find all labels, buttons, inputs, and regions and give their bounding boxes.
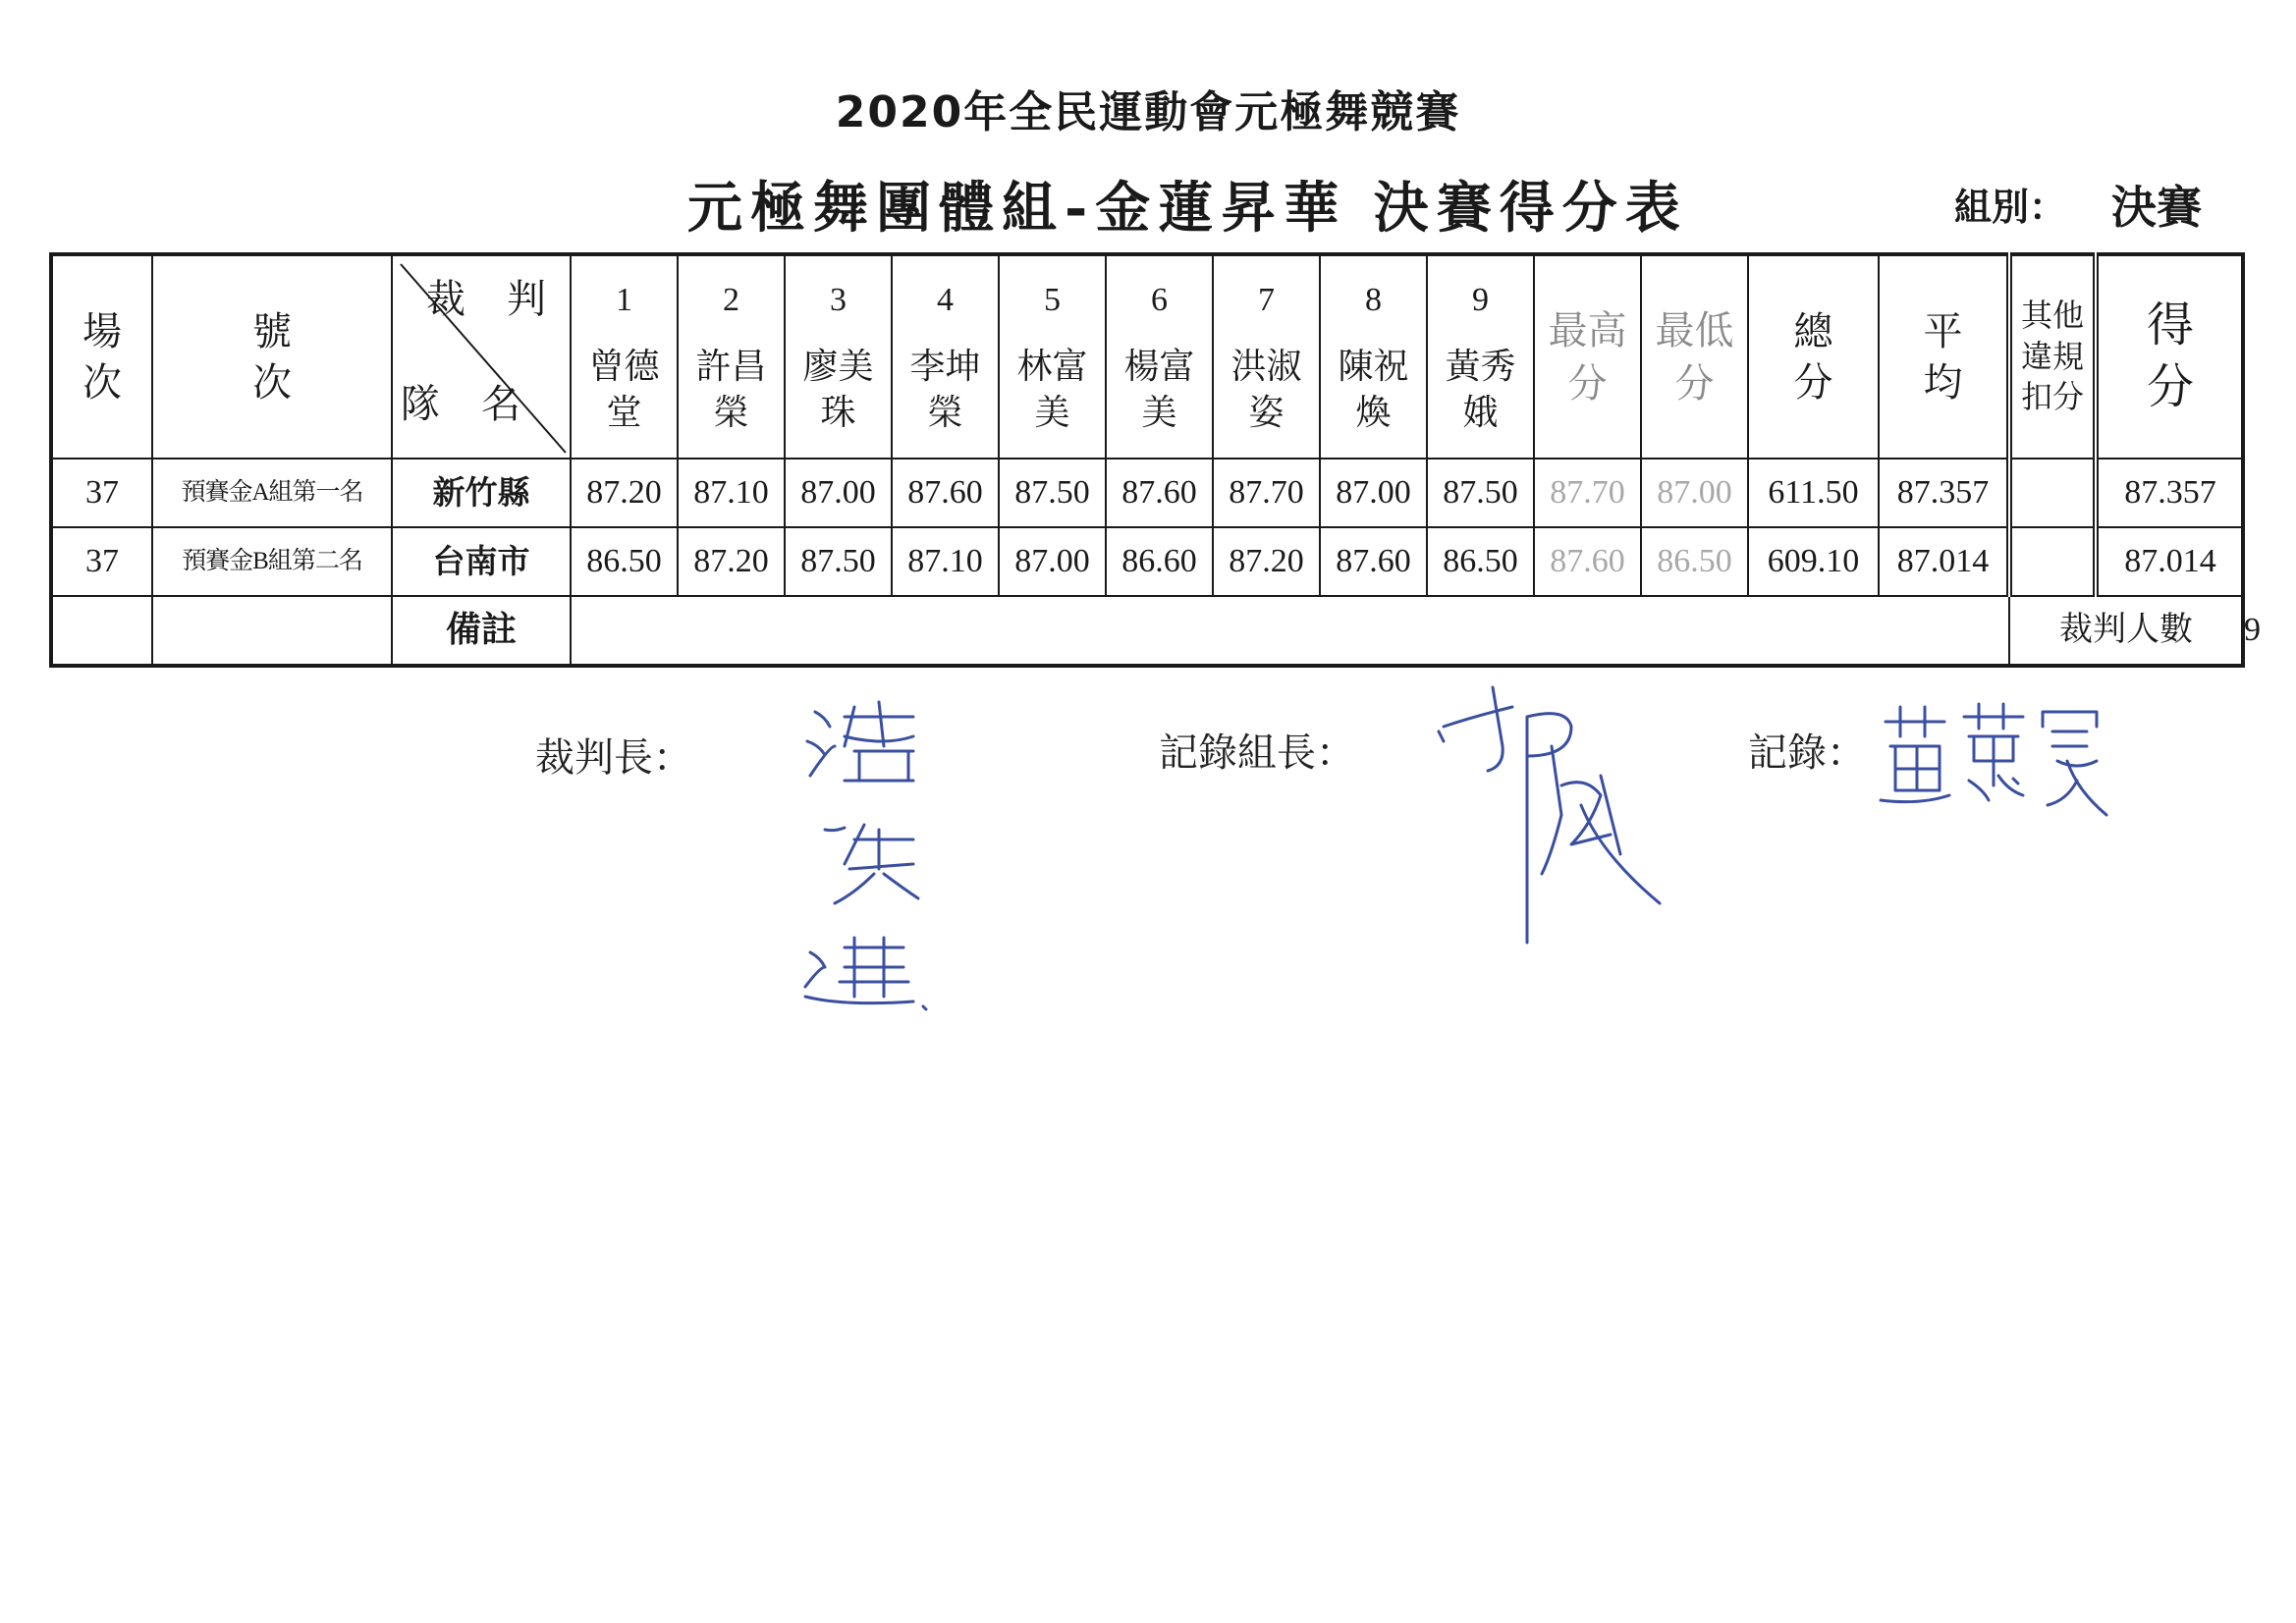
note-empty-number bbox=[152, 596, 392, 666]
recorder-label: 記錄： bbox=[1748, 730, 1866, 776]
cell-average: 87.357 bbox=[1879, 459, 2009, 527]
header-judge-6: 6 楊富 美 bbox=[1106, 254, 1213, 459]
cell-judge-score: 87.50 bbox=[1427, 459, 1534, 527]
record-leader-label: 記錄組長： bbox=[1159, 730, 1355, 776]
cell-number: 預賽金B組第二名 bbox=[152, 527, 392, 596]
note-row: 備註 裁判人數 9 bbox=[51, 596, 2243, 666]
cell-judge-score: 87.10 bbox=[678, 459, 785, 527]
cell-average: 87.014 bbox=[1879, 527, 2009, 596]
header-team-label: 隊 名 bbox=[401, 382, 536, 426]
chief-judge-label: 裁判長： bbox=[535, 735, 692, 781]
document-subtitle: 元極舞團體組-金蓮昇華 決賽得分表 bbox=[687, 176, 1688, 241]
cell-judge-score: 87.20 bbox=[571, 459, 678, 527]
table-row bbox=[51, 527, 2243, 596]
table-row bbox=[51, 459, 2243, 527]
cell-score: 87.014 bbox=[2096, 527, 2243, 596]
chief-judge-signature bbox=[786, 692, 962, 1026]
header-judge-4: 4 李坤 榮 bbox=[892, 254, 999, 459]
header-judge-2: 2 許昌 榮 bbox=[678, 254, 785, 459]
cell-judge-score: 87.60 bbox=[892, 459, 999, 527]
score-table bbox=[49, 252, 2261, 668]
header-judge-5: 5 林富 美 bbox=[999, 254, 1106, 459]
header-total: 總 分 bbox=[1748, 254, 1879, 459]
header-judge-team-corner bbox=[392, 254, 571, 459]
header-judge-7: 7 洪淑 姿 bbox=[1213, 254, 1320, 459]
header-judge-label: 裁 判 bbox=[426, 277, 562, 321]
cell-session: 37 bbox=[51, 527, 152, 596]
header-number: 號 次 bbox=[152, 254, 392, 459]
cell-max: 87.70 bbox=[1534, 459, 1641, 527]
document-title: 2020年全民運動會元極舞競賽 bbox=[835, 87, 1461, 137]
cell-total: 611.50 bbox=[1748, 459, 1879, 527]
header-judge-1: 1 曾德 堂 bbox=[571, 254, 678, 459]
cell-min: 87.00 bbox=[1641, 459, 1748, 527]
header-judge-3: 3 廖美 珠 bbox=[785, 254, 892, 459]
cell-min: 86.50 bbox=[1641, 527, 1748, 596]
cell-judge-score: 86.60 bbox=[1106, 527, 1213, 596]
cell-judge-score: 87.70 bbox=[1213, 459, 1320, 527]
cell-penalty bbox=[2009, 527, 2096, 596]
cell-judge-score: 87.50 bbox=[785, 527, 892, 596]
cell-team: 台南市 bbox=[392, 527, 571, 596]
cell-judge-score: 87.20 bbox=[678, 527, 785, 596]
cell-total: 609.10 bbox=[1748, 527, 1879, 596]
note-label: 備註 bbox=[392, 596, 571, 666]
cell-judge-score: 87.10 bbox=[892, 527, 999, 596]
cell-judge-score: 87.60 bbox=[1106, 459, 1213, 527]
group-label: 組別： bbox=[1954, 186, 2067, 229]
header-judge-8: 8 陳祝 煥 bbox=[1320, 254, 1427, 459]
recorder-signature bbox=[1876, 692, 2111, 820]
cell-judge-score: 86.50 bbox=[1427, 527, 1534, 596]
note-content bbox=[571, 596, 2009, 666]
header-session: 場 次 bbox=[51, 254, 152, 459]
header-penalty: 其他 違規 扣分 bbox=[2009, 254, 2096, 459]
header-row bbox=[51, 254, 2243, 459]
cell-judge-score: 87.00 bbox=[999, 527, 1106, 596]
cell-session: 37 bbox=[51, 459, 152, 527]
judge-count-label: 裁判人數 bbox=[2009, 596, 2243, 666]
cell-max: 87.60 bbox=[1534, 527, 1641, 596]
cell-penalty bbox=[2009, 459, 2096, 527]
cell-number: 預賽金A組第一名 bbox=[152, 459, 392, 527]
cell-judge-score: 87.50 bbox=[999, 459, 1106, 527]
cell-judge-score: 87.60 bbox=[1320, 527, 1427, 596]
header-max: 最高 分 bbox=[1534, 254, 1641, 459]
group-value: 決賽 bbox=[2111, 181, 2202, 234]
header-score: 得 分 bbox=[2096, 254, 2243, 459]
cell-judge-score: 87.20 bbox=[1213, 527, 1320, 596]
header-judge-9: 9 黃秀 娥 bbox=[1427, 254, 1534, 459]
note-empty-session bbox=[51, 596, 152, 666]
header-average: 平 均 bbox=[1879, 254, 2009, 459]
cell-score: 87.357 bbox=[2096, 459, 2243, 527]
cell-judge-score: 86.50 bbox=[571, 527, 678, 596]
cell-judge-score: 87.00 bbox=[785, 459, 892, 527]
header-min: 最低 分 bbox=[1641, 254, 1748, 459]
cell-judge-score: 87.00 bbox=[1320, 459, 1427, 527]
record-leader-signature bbox=[1434, 677, 1669, 952]
cell-team: 新竹縣 bbox=[392, 459, 571, 527]
